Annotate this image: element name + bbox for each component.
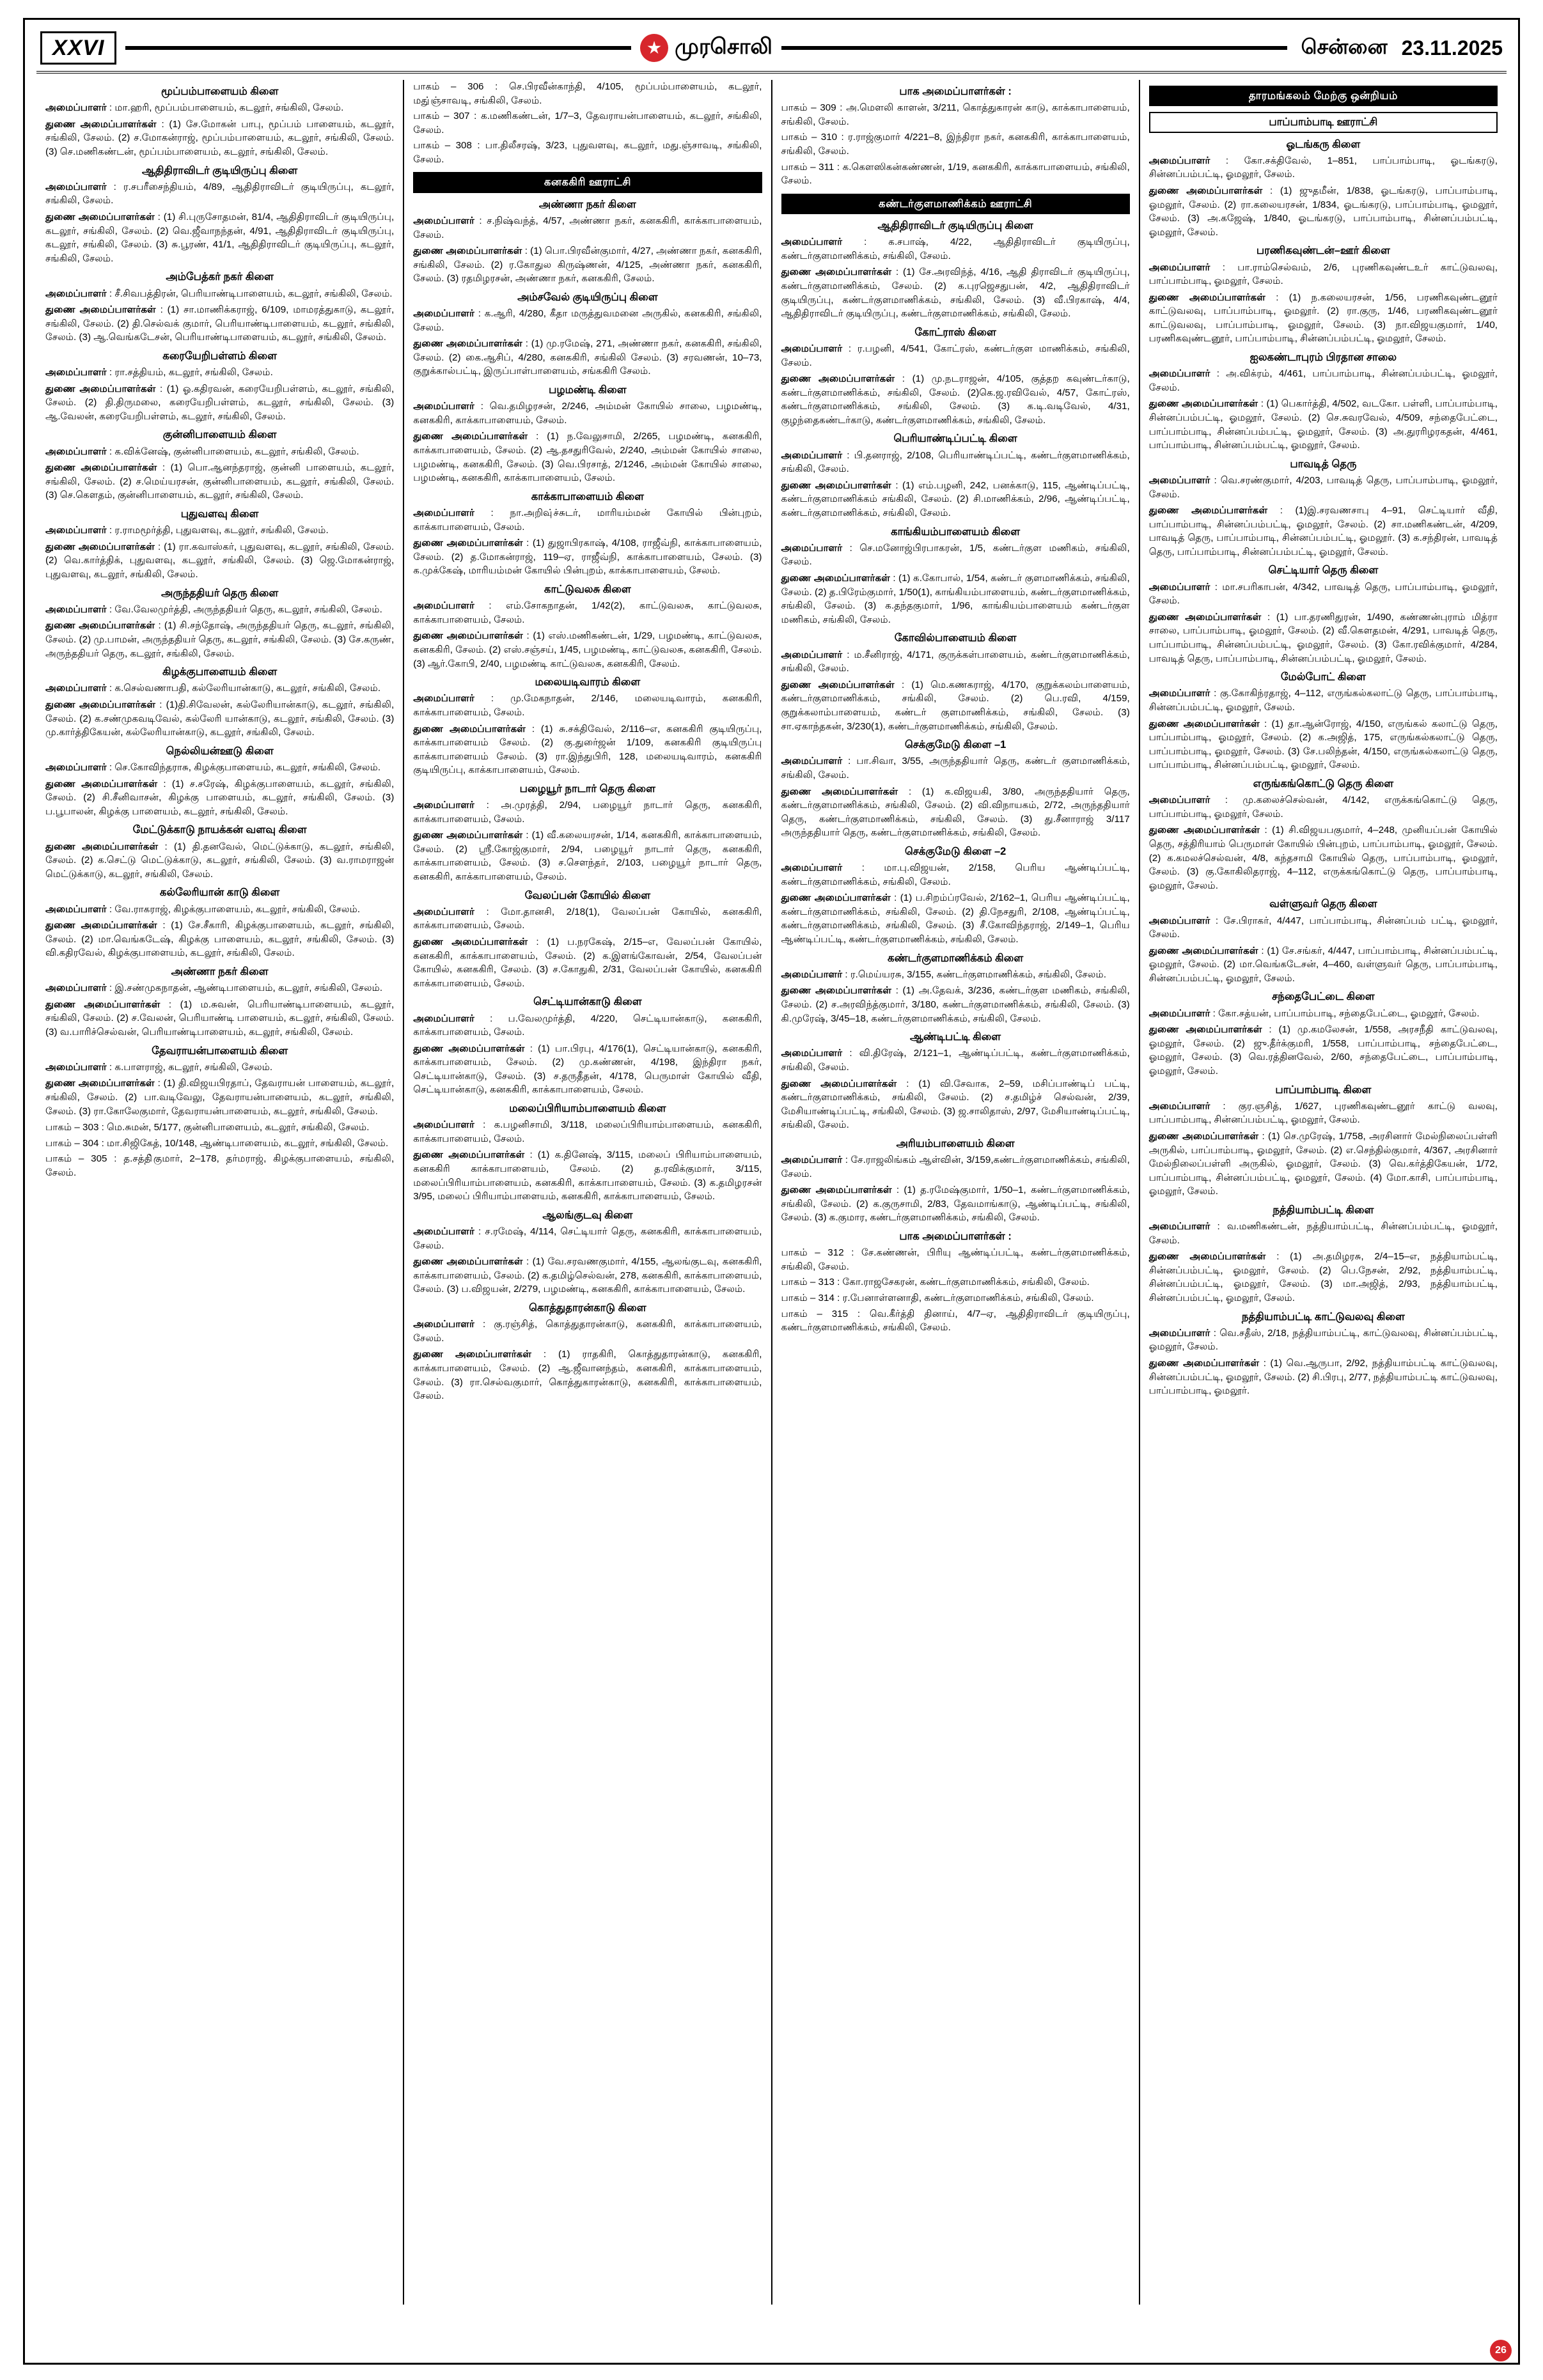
paragraph-label: அமைப்பாளர் [1148, 1100, 1223, 1112]
masthead-date: 23.11.2025 [1401, 36, 1503, 59]
paragraph-label: துணை அமைப்பாளர்கள் [45, 541, 158, 552]
section-heading: தாரமங்கலம் மேற்கு ஒன்றியம் [1149, 86, 1498, 106]
organiser-paragraph: அமைப்பாளர் : கு.ரஞ்சித், கொத்துதாரன்காடு, கனககிரி, காக்காபாளையம், சேலம். [413, 1319, 762, 1344]
organiser-paragraph: அமைப்பாளர் : வெ.சரண்குமார், 4/203, பாவடித் தெரு, பாப்பாம்பாடி, ஓமலூர், சேலம். [1148, 475, 1498, 500]
masthead [36, 29, 1507, 74]
organiser-paragraph: அமைப்பாளர் : க.சபாஷ், 4/22, ஆதிதிராவிடர் குடியிருப்பு, கண்டர்குளமாணிக்கம், சங்கிலி, சேலம். [781, 237, 1130, 261]
paragraph-label: அமைப்பாளர் [45, 446, 109, 457]
organiser-paragraph: அமைப்பாளர் : மா.ஹரி, மூப்பம்பாளையம், கடலூர், சங்கிலி, சேலம். [45, 102, 344, 114]
branch-heading: பழமண்டி கிளை [549, 384, 627, 396]
paragraph-label: அமைப்பாளர் [45, 367, 109, 378]
paragraph-label: துணை அமைப்பாளர்கள் [45, 920, 163, 931]
organiser-paragraph: துணை அமைப்பாளர்கள் : (1) சி.விஜயபகுமார், 4–248, முனியப்பன் கோயில் தெரு, சத்திரியாம் பெருமாள் கோயில் பின்புறம், பாப்பாம்பாடி, ஓமலூர், சேலம். (2) க.கமலச்செல்வன், 4/8, கந்தசாமி கோயில் தெரு, பாப்பாம்பாடி, ஓமலூர், சேலம். (3) கு.கோகிலிதராஜ், 4–112, எருக்கங்கொட்டு தெரு, பாப்பாம்பாடி, ஓமலூர், சேலம். [1148, 825, 1498, 891]
paragraph-label: துணை அமைப்பாளர்கள் [781, 479, 896, 491]
paragraph-label: அமைப்பாளர் [413, 800, 487, 811]
paragraph-label: அமைப்பாளர் [413, 508, 491, 519]
paragraph-label: துணை அமைப்பாளர்கள் [413, 830, 526, 841]
branch-heading: மேல்போட் கிளை [1280, 671, 1366, 683]
organiser-paragraph: துணை அமைப்பாளர்கள் : (1) மு.நடராஜன், 4/105, குத்தற கவுண்டர்காடு, கண்டர்குளமாணிக்கம், சங்கிலி, சேலம். (2)கெ.ஜ.ரவிவேல், 4/57, கோட்ரஸ், கண்டர்குளமாணிக்கம், சங்கிலி, சேலம். (3) க.டி.வடிவேல், 4/31, குழந்தைகண்டர்காடு, கண்டர்குளமாணிக்கம், சங்கிலி, சேலம். [781, 373, 1130, 426]
branch-heading: மூப்பம்பாளையம் கிளை [161, 86, 279, 97]
paragraph-label: துணை அமைப்பாளர்கள் [45, 383, 161, 394]
part-organiser-line: பாகம் – 305 : த.சத்தி்குமார், 2–178, தர்மராஜ், கிழக்குபாளையம், சங்கிலி, சேலம். [45, 1153, 395, 1178]
organiser-paragraph: அமைப்பாளர் : க.பாளராஜ், கடலூர், சங்கிலி, சேலம். [45, 1061, 273, 1073]
organiser-paragraph: துணை அமைப்பாளர்கள் : (1) அ.தமிழரசு, 2/4–15–எ, நத்தியாம்பட்டி, சின்னப்பம்பட்டி, ஓமலூர், சேலம். (2) பெ.நேசன், 2/92, நத்தியாம்பட்டி, சின்னப்பம்பட்டி, ஓமலூர், சேலம். (3) மா.அஜித், 2/93, நத்தியாம்பட்டி, சின்னப்பம்பட்டி, ஓமலூர், சேலம். [1148, 1251, 1498, 1304]
paragraph-label: அமைப்பாளர் [413, 600, 489, 612]
branch-heading: அம்பேத்கர் நகர் கிளை [166, 271, 274, 283]
branch-heading: மேட்டுக்காடு நாயக்கன் வளவு கிளை [132, 824, 307, 836]
organiser-paragraph: அமைப்பாளர் : மா.சபரிகாபன், 4/342, பாவடித் தெரு, பாப்பாம்பாடி, ஓமலூர், சேலம். [1148, 581, 1498, 607]
branch-heading: அம்சவேல் குடியிருப்பு கிளை [517, 291, 658, 303]
branch-heading: குன்னிபாளையம் கிளை [162, 429, 277, 441]
paragraph-label: துணை அமைப்பாளர்கள் [1148, 505, 1280, 517]
organiser-paragraph: அமைப்பாளர் : வே.ராகராஜ், கிழக்குபாளையம், கடலூர், சங்கிலி, சேலம். [45, 903, 361, 915]
paragraph-label: அமைப்பாளர் [781, 542, 850, 554]
paragraph-label: அமைப்பாளர் [413, 308, 478, 320]
branch-heading: மலைப்பிரியாம்பாளையம் கிளை [509, 1103, 666, 1115]
organiser-paragraph: அமைப்பாளர் : ரா.சத்தியம், கடலூர், சங்கிலி, சேலம். [45, 367, 273, 378]
branch-heading: கண்டர்குளமாணிக்கம் கிளை [888, 952, 1024, 964]
organiser-paragraph: துணை அமைப்பாளர்கள் : (1) சே.சங்கர், 4/447, பாப்பாம்பாடி, சின்னப்பம்பட்டி, ஓமலூர், சேலம். (2) மா.வெங்கடேசன், 4–460, வள்ளுவர் தெரு, பாப்பாம்பாடி, சின்னப்பம்பட்டி, ஓமலூர், சேலம். [1148, 945, 1498, 984]
organiser-paragraph: துணை அமைப்பாளர்கள் : (1) பா.தரணிதுரன், 1/490, கண்ணன்புராம் மித்ரா சாலை, பாப்பாம்பாடி, ஓமலூர், சேலம். (2) வீ.கௌதமன், 4/291, பாவடித் தெரு, பாப்பாம்பாடி, சின்னப்பம்பட்டி, ஓமலூர், சேலம். (3) கோ.ரவிக்குமார், 4/284, பாவடித் தெரு, பாப்பாம்பாடி, சின்னப்பம்பட்டி, ஓமலூர், சேலம். [1148, 611, 1498, 664]
paragraph-label: அமைப்பாளர் [413, 1119, 483, 1131]
organiser-paragraph: துணை அமைப்பாளர்கள் : (1) வே.சரவணகுமார், 4/155, ஆலங்குடவு, கனககிரி, காக்காபாளையம், சேலம். (2) க.தமிழ்செல்வன், 278, கனககிரி, காக்காபாளையம், சேலம். (3) ப.விஜயன், 2/279, பழமண்டி, கனககிரி, காக்காபாளையம், சேலம். [413, 1256, 762, 1295]
organiser-paragraph: அமைப்பாளர் : ம.சீனிராஜ், 4/171, குருக்கள்பாளையம், கண்டர்குளமாணிக்கம், சங்கிலி, சேலம். [781, 649, 1130, 674]
paragraph-label: துணை அமைப்பாளர்கள் [1148, 1024, 1269, 1036]
organiser-paragraph: அமைப்பாளர் : செ.கோவிந்தராசு, கிழக்குபாளையம், கடலூர், சங்கிலி, சேலம். [45, 762, 381, 774]
branch-heading: கல்லேரியான் காடு கிளை [159, 887, 280, 899]
part-organiser-line: பாகம் – 304 : மா.சிஜிகேத், 10/148, ஆண்டிபாளையம், கடலூர், சங்கிலி, சேலம். [45, 1137, 389, 1149]
text-column-2 [404, 80, 772, 2305]
paragraph-label: அமைப்பாளர் [45, 288, 109, 299]
branch-heading: பழையூர் நாடார் தெரு கிளை [519, 782, 656, 795]
paragraph-label: அமைப்பாளர் [1148, 688, 1214, 699]
paragraph-label: அமைப்பாளர் [45, 683, 109, 694]
paragraph-label: துணை அமைப்பாளர்கள் [1148, 398, 1261, 410]
paragraph-label: அமைப்பாளர் [1148, 1221, 1218, 1233]
organiser-paragraph: துணை அமைப்பாளர்கள் : (1) சே.சீகாரி, கிழக்குபாளையம், கடலூர், சங்கிலி, சேலம். (2) மா.வெங்கடேஷ், கிழக்கு பாளையம், கடலூர், சங்கிலி, சேலம். (3) வி.கதிரவேல், கிழக்குபாளையம், கடலூர், சங்கிலி, சேலம். [45, 920, 395, 959]
paragraph-label: துணை அமைப்பாளர்கள் [781, 573, 893, 584]
paragraph-label: அமைப்பாளர் [1148, 795, 1225, 806]
paragraph-label: அமைப்பாளர் [413, 906, 487, 917]
organiser-paragraph: துணை அமைப்பாளர்கள் : (1)தி.சிவேலன், கல்லேரியான்காடு, கடலூர், சங்கிலி, சேலம். (2) க.சண்முகவடிவேல், கல்லேரி யான்காடு, கடலூர், சங்கிலி, சேலம். (3) மு.கார்த்திகேயன், கல்லேரியான்காடு, கடலூர், சங்கிலி, சேலம். [45, 699, 395, 738]
organiser-paragraph: அமைப்பாளர் : க.பழனிசாமி, 3/118, மலைப்பிரியாம்பாளையம், கனககிரி, காக்காபாளையம், சேலம். [413, 1119, 762, 1144]
organiser-paragraph: அமைப்பாளர் : எம்.சோகநாதன், 1/42(2), காட்டுவலசு, காட்டுவலசு, காக்காபாளையம், சேலம். [413, 600, 762, 625]
paragraph-label: அமைப்பாளர் [781, 968, 845, 980]
part-organiser-line: பாகம் – 310 : ர.ராஜ்குமார் 4/221–8, இந்திரா நகர், கனககிரி, காக்காபாளையம், சங்கிலி, சேலம். [781, 132, 1130, 157]
organiser-paragraph: துணை அமைப்பாளர்கள் : (1) ம.சுவன், பெரியாண்டிபாளையம், கடலூர், சங்கிலி, சேலம். (2) ச.வேலன், பெரியாண்டி பாளையம், கடலூர், சங்கிலி, சேலம். (3) வ.பாரிச்செல்வன், பெரியாண்டிபாளையம், கடலூர், சங்கிலி, சேலம். [45, 999, 395, 1038]
organiser-paragraph: அமைப்பாளர் : மா.பு.விஜயன், 2/158, பெரிய ஆண்டிப்பட்டி, கண்டர்குளமாணிக்கம், சங்கிலி, சேலம். [781, 862, 1130, 887]
organiser-paragraph: துணை அமைப்பாளர்கள் : (1) மு.ரமேஷ், 271, அண்ணா நகர், கனககிரி, சங்கிலி, சேலம். (2) கை.ஆசிப், 4/280, கனககிரி, சங்கிலி சேலம். (3) சரவணன், 10–73, குறுக்கால்பட்டி, இருப்பாள்பாளையம், சங்ககிரி சேலம். [413, 338, 762, 377]
organiser-paragraph: துணை அமைப்பாளர்கள் : (1) க.விஜயகி, 3/80, அருந்ததியார் தெரு, கண்டர்குளமாணிக்கம், சங்கிலி, சேலம். (2) வி.விநாயகம், 2/72, அருந்ததியார் தெரு, கண்டர்குளமாணிக்கம், சங்கிலி, சேலம். (3) து.சீனாராஜ் 3/117 அருந்ததியார் தெரு, கண்டர்குளமாணிக்கம், சங்கிலி, சேலம். [781, 786, 1130, 839]
organiser-paragraph: அமைப்பாளர் : மோ.தானசி, 2/18(1), வேலப்பன் கோயில், கனககிரி, காக்காபாளையம், சேலம். [413, 906, 762, 931]
paragraph-label: அமைப்பாளர் [45, 903, 109, 915]
branch-heading: செட்டியார் தெரு கிளை [1268, 564, 1379, 577]
branch-heading: ஆதிதிராவிடர் குடியிருப்பு கிளை [877, 220, 1033, 231]
part-organiser-line: பாகம் – 312 : சே.கண்ணன், பிரியு ஆண்டிப்பட்டி, கண்டர்குளமாணிக்கம், சங்கிலி, சேலம். [781, 1247, 1130, 1272]
organiser-paragraph: அமைப்பாளர் : மு.மேகநாதன், 2/146, மலையடிவாரம், கனககிரி, காக்காபாளையம், சேலம். [413, 693, 762, 718]
text-column-4 [1140, 80, 1507, 2305]
branch-heading: பாப்பாம்பாடி கிளை [1275, 1084, 1372, 1096]
organiser-paragraph: துணை அமைப்பாளர்கள் : (1) ரா.கவாஸ்கர், புதுவளவு, கடலூர், சங்கிலி, சேலம். (2) வெ.கார்த்திக், புதுவளவு, கடலூர், சங்கிலி, சேலம். (3) ஜெ.மோகன்ராஜ், புதுவளவு, கடலூர், சங்கிலி, சேலம். [45, 541, 395, 580]
branch-heading: பாவடித் தெரு [1290, 458, 1357, 470]
branch-heading: அருந்ததியர் தெரு கிளை [161, 587, 279, 599]
section-heading: கண்டர்குளமாணிக்கம் ஊராட்சி [781, 194, 1130, 214]
organiser-paragraph: அமைப்பாளர் : ச.ரமேஷ், 4/114, செட்டியார் தெரு, கனககிரி, காக்காபாளையம், சேலம். [413, 1226, 762, 1251]
branch-heading: கோட்ராஸ் கிளை [914, 326, 996, 338]
masthead-rule-left [125, 46, 631, 50]
paragraph-label: அமைப்பாளர் [413, 215, 480, 226]
paragraph-label: துணை அமைப்பாளர்கள் [1148, 718, 1265, 729]
page-border [23, 18, 1520, 2365]
organiser-paragraph: துணை அமைப்பாளர்கள் : (1) சு.சக்திவேல், 2/116–எ, கனககிரி குடியிருப்பு, காக்காபாளையம் சேலம். (2) கு.துரை்ஜன் 1/109, கனககிரி குடியிருப்பு காக்காபாளையம் சேலம். (3) ரா.இந்துபிரி, 128, மலையடிவாரம், கனககிரி குடியிருப்பு, காக்காபாளையம், சேலம். [413, 723, 762, 776]
organiser-paragraph: அமைப்பாளர் : கோ.சக்திவேல், 1–851, பாப்பாம்பாடி, ஓடங்கரடு, சின்னப்பம்பட்டி, ஓமலூர், சேலம். [1148, 155, 1498, 180]
paragraph-label: அமைப்பாளர் [1148, 1327, 1214, 1339]
branch-heading: ஐலகண்டாபுரம் பிரதான சாலை [1249, 352, 1397, 363]
paragraph-label: துணை அமைப்பாளர்கள் [1148, 292, 1276, 303]
branch-heading: தேவராயன்பாளையம் கிளை [152, 1045, 288, 1057]
paragraph-label: அமைப்பாளர் [45, 983, 109, 994]
organiser-paragraph: துணை அமைப்பாளர்கள் : (1)இ.சரவணசாபு 4–91, செட்டியார் வீதி, பாப்பாம்பாடி, சின்னப்பம்பட்டி, ஓமலூர், சேலம். (2) சா.மணிகண்டன், 4/209, பாவடித் தெரு, பாப்பாம்பாடி, சின்னப்பம்பட்டி, ஓமலூர். (3) க.சந்திரன், பாவடித் தெரு, பாப்பாம்பாடி, சின்னப்பம்பட்டி, ஓமலூர், சேலம். [1148, 505, 1498, 557]
paragraph-label: துணை அமைப்பாளர்கள் [413, 723, 532, 735]
branch-heading: நத்தியாம்பட்டி கிளை [1273, 1204, 1374, 1216]
paragraph-label: அமைப்பாளர் [45, 102, 109, 114]
paragraph-label: துணை அமைப்பாளர்கள் [413, 936, 537, 947]
paragraph-label: துணை அமைப்பாளர்கள் [781, 373, 902, 385]
organiser-paragraph: துணை அமைப்பாளர்கள் : (1) சே.அரவிந்த், 4/16, ஆதி திராவிடர் குடியிருப்பு, கண்டர்குளமாணிக்கம், சேலம். (2) க.புரஜெசதுபன், 4/2, ஆதிதிராவிடர் குடியிருப்பு, கண்டர்குளமாணிக்கம், சங்கிலி, சேலம். (3) வீ.பிரகாஷ், 4/4, ஆதிதிராவிடர் குடியிருப்பு, கண்டர்குளமாணிக்கம், சங்கிலி, சேலம். [781, 267, 1130, 320]
organiser-paragraph: அமைப்பாளர் : ர.பழனி, 4/541, கோட்ரஸ், கண்டர்குள மாணிக்கம், சங்கிலி, சேலம். [781, 343, 1130, 368]
organiser-paragraph: அமைப்பாளர் : கு.கோகிந்ரதாஜ், 4–112, எருங்கல்கலாட்டு தெரு, பாப்பாம்பாடி, சின்னப்பம்பட்டி, ஓமலூர், சேலம். [1148, 688, 1498, 713]
organiser-paragraph: துணை அமைப்பாளர்கள் : (1) ந.வேலுசாமி, 2/265, பழமண்டி, கனககிரி, காக்காபாளையம், சேலம். (2) ஆ.தசதுரிவேல், 2/240, அம்மன் கோயில் சாலை, பழமண்டி, கனககிரி, சேலம். (3) வெ.பிரசாத், 2/1246, அம்மன் கோயில் சாலை, பழமண்டி, கனககிரி, காக்காபாளையம், சேலம். [413, 431, 762, 484]
branch-heading: வள்ளுவர் தெரு கிளை [1269, 898, 1377, 910]
branch-heading: கொத்துதாரன்காடு கிளை [529, 1302, 646, 1314]
paragraph-label: துணை அமைப்பாளர்கள் [45, 699, 160, 711]
paragraph-label: துணை அமைப்பாளர்கள் [45, 212, 158, 222]
organiser-paragraph: துணை அமைப்பாளர்கள் : (1) ச.சரேஷ், கிழக்குபாளையம், கடலூர், சங்கிலி, சேலம். (2) சி.சீனிவாசன், கிழக்கு பாளையம், கடலூர், சங்கிலி, சேலம். (3) ப.பூபாலன், கிழக்கு பாளையம், கடலூர், சங்கிலி, சேலம். [45, 778, 395, 817]
paragraph-label: துணை அமைப்பாளர்கள் [1148, 1251, 1277, 1263]
branch-heading: நத்தியாம்பட்டி காட்டுவலவு கிளை [1241, 1311, 1405, 1323]
paragraph-label: அமைப்பாளர் [781, 1048, 850, 1059]
part-organiser-line: பாகம் – 303 : மெ.சுமன், 5/177, குன்னிபாளையம், கடலூர், சங்கிலி, சேலம். [45, 1122, 370, 1133]
organiser-paragraph: துணை அமைப்பாளர்கள் : (1) எம்.பழனி, 242, பனக்காடு, 115, ஆண்டிப்பட்டி, கண்டர்குளமாணிக்கம் சங்கிலி, சேலம். (2) சி.மாணிக்கம், 2/96, ஆண்டிப்பட்டி, கண்டர்குளமாணிக்கம், சங்கிலி, சேலம். [781, 479, 1130, 519]
paragraph-label: அமைப்பாளர் [1148, 261, 1223, 273]
organiser-paragraph: அமைப்பாளர் : அ.விக்ரம், 4/461, பாப்பாம்பாடி, சின்னப்பம்பட்டி, ஓமலூர், சேலம். [1148, 368, 1498, 393]
paragraph-label: துணை அமைப்பாளர்கள் [413, 1149, 530, 1161]
branch-heading: பரணிகவுண்டன்–ஊர் கிளை [1256, 245, 1390, 257]
paragraph-label: துணை அமைப்பாளர்கள் [413, 630, 527, 642]
branch-heading: எருங்கங்கொட்டு தெரு கிளை [1253, 777, 1394, 789]
organiser-paragraph: அமைப்பாளர் : சே.பிராகர், 4/447, பாப்பாம்பாடி, சின்னப்பம் பட்டி, ஓமலூர், சேலம். [1148, 915, 1498, 940]
organiser-paragraph: அமைப்பாளர் : ர.மெய்யரசு, 3/155, கண்டர்குளமாணிக்கம், சங்கிலி, சேலம். [781, 968, 1106, 980]
part-organiser-line: பாகம் – 306 : செ.பிரவீன்காந்தி, 4/105, மூப்பம்பாளையம், கடலூர், மது்ஞ்சாவடி, சங்கிலி, சேலம். [413, 81, 762, 106]
paragraph-label: துணை அமைப்பாளர்கள் [413, 245, 525, 257]
paragraph-label: துணை அமைப்பாளர்கள் [781, 1185, 897, 1196]
organiser-paragraph: அமைப்பாளர் : ப.வேலமுர்த்தி, 4/220, செட்டியான்காடு, கனககிரி, காக்காபாளையம், சேலம். [413, 1013, 762, 1038]
branch-heading: கோவில்பாளையம் கிளை [894, 632, 1017, 644]
organiser-paragraph: துணை அமைப்பாளர்கள் : (1) ப.சிறம்ப்ரவேல், 2/162–1, பெரிய ஆண்டிப்பட்டி, கண்டர்குளமாணிக்கம், சங்கிலி, சேலம். (2) தி.நேசதுரி, 2/108, ஆண்டிப்பட்டி, கண்டர்குளமாணிக்கம், சங்கிலி, சேலம். (3) சீ.கோவிந்தராஜ், 2/149–1, பெரிய ஆண்டிப்பட்டி, கண்டர்குளமாணிக்கம், சங்கிலி, சேலம். [781, 892, 1130, 945]
paragraph-label: அமைப்பாளர் [45, 603, 109, 615]
paragraph-label: அமைப்பாளர் [781, 862, 862, 874]
branch-heading: காக்காபாளையம் கிளை [531, 490, 645, 502]
organiser-paragraph: துணை அமைப்பாளர்கள் : (1) க.தினேஷ், 3/115, மலைப் பிரியாம்பாளையம், கனககிரி காக்காபாளையம், சேலம். (2) த.ரவிக்குமார், 3/115, மலைப்பிரியாம்பாளையம், கனககிரி, காக்காபாளையம், சேலம். (3) க.தமிழரசன் 3/95, மலைப் பிரியாம்பாளையம், கனககிரி, காக்காபாளையம், சேலம். [413, 1149, 762, 1202]
paragraph-label: துணை அமைப்பாளர்கள் [45, 620, 159, 632]
branch-heading: அண்ணா நகர் கிளை [538, 198, 636, 210]
paragraph-label: துணை அமைப்பாளர்கள் [1148, 185, 1271, 196]
paragraph-label: அமைப்பாளர் [413, 693, 491, 704]
branch-heading: செக்குமேடு கிளை –2 [904, 845, 1006, 857]
paragraph-label: துணை அமைப்பாளர்கள் [413, 431, 537, 442]
organiser-paragraph: அமைப்பாளர் : ர.ராமமூர்த்தி, புதுவளவு, கடலூர், சங்கிலி, சேலம். [45, 525, 329, 536]
paragraph-label: அமைப்பாளர் [413, 401, 481, 412]
organiser-paragraph: அமைப்பாளர் : க.ஆரி, 4/280, கீதா மருத்துவமனை அருகில், கனககிரி, சங்கிலி, சேலம். [413, 308, 762, 333]
branch-heading: மலையடிவாரம் கிளை [535, 676, 641, 688]
organiser-paragraph: துணை அமைப்பாளர்கள் : (1) செ.முரேஷ், 1/758, அரசினார் மேல்நிலைப்பள்ளி அருகில், பாப்பாம்பாடி, ஓமலூர், சேலம். (2) எ.செந்தில்குமார், 4/367, அரசினார் மேல்நிலைப்பள்ளி அருகில், ஓமலூர், சேலம். (3) வெ.கர்த்திகேயன், 1/72, பாப்பாம்பாடி, சின்னப்பம்பட்டி, ஓமலூர், சேலம். (4) மோ.காசி, பாப்பாம்பாடி, ஓமலூர், சேலம். [1148, 1130, 1498, 1197]
branch-heading: காட்டுவலசு கிளை [544, 583, 631, 595]
organiser-paragraph: துணை அமைப்பாளர்கள் : (1) சா.மாணிக்கராஜ், 6/109, மாமரத்துகாடு, கடலூர், சங்கிலி, சேலம். (2) தி.செல்வக் குமார், பெரியாண்டிபாளையம், கடலூர், சங்கிலி, சேலம். (3) ஆ.வெங்கடேசன், பெரியாண்டிபாளையம், கடலூர், சங்கிலி, சேலம். [45, 304, 395, 343]
branch-heading: அண்ணா நகர் கிளை [171, 965, 269, 977]
paragraph-label: துணை அமைப்பாளர்கள் [45, 1078, 158, 1089]
organiser-paragraph: துணை அமைப்பாளர்கள் : (1) த.ரமேஷ்குமார், 1/50–1, கண்டர்குளமாணிக்கம், சங்கிலி, சேலம். (2) க.குருசாமி, 2/83, தேவமாங்காடு, ஆண்டிப்பட்டி, சங்கிலி, சேலம். (3) க.குமார, கண்டர்குளமாணிக்கம், சங்கிலி, சேலம். [781, 1185, 1130, 1224]
branch-heading: சந்தைபேட்டை கிளை [1272, 991, 1375, 1003]
organiser-paragraph: அமைப்பாளர் : வே.வேலமுர்த்தி, அருந்ததியர் தெரு, கடலூர், சங்கிலி, சேலம். [45, 603, 382, 615]
part-organiser-line: பாகம் – 308 : பா.திலீசரஷ், 3/23, புதுவளவு, கடலூர், மது.ஞ்சாவடி, சங்கிலி, சேலம். [413, 140, 762, 165]
organiser-paragraph: அமைப்பாளர் : பா.சிவா, 3/55, அருந்ததியார் தெரு, கண்டர் குளமாணிக்கம், சங்கிலி, சேலம். [781, 756, 1130, 781]
paragraph-label: துணை அமைப்பாளர்கள் [45, 999, 169, 1010]
paragraph-label: அமைப்பாளர் [1148, 368, 1217, 380]
branch-heading: பாக அமைப்பாளர்கள் : [899, 86, 1012, 97]
paragraph-label: துணை அமைப்பாளர்கள் [45, 462, 162, 474]
organiser-paragraph: அமைப்பாளர் : க.செல்வணாபதி, கல்லேரியான்காடு, கடலூர், சங்கிலி, சேலம். [45, 683, 381, 694]
organiser-paragraph: துணை அமைப்பாளர்கள் : (1) ஜுதமீன், 1/838, ஓடங்கரடு, பாப்பாம்பாடி, ஓமலூர், சேலம். (2) ரா.கலையரசன், 1/834, ஓடங்கரடு, பாப்பாம்பாடி, ஓமலூர், சேலம். (3) அ.கஜேஷ், 1/840, ஓடங்கரடு, பாப்பாம்பாடி, சின்னப்பம்பட்டி, ஓமலூர், சேலம். [1148, 185, 1498, 238]
organiser-paragraph: துணை அமைப்பாளர்கள் : (1) மு.கமலேசன், 1/558, அரசநீதி காட்டுவலவு, ஓமலூர், சேலம். (2) ஜு.தீர்க்குமரி, 1/558, பாப்பாம்பாடி, சந்தைபேட்டை, ஓமலூர், சேலம். (3) வெ.ரத்தினவேல், 2/60, சந்தைபேட்டை, பாப்பாம்பாடி, ஓமலூர், சேலம். [1148, 1024, 1498, 1077]
paragraph-label: துணை அமைப்பாளர்கள் [1148, 611, 1267, 623]
paragraph-label: துணை அமைப்பாளர்கள் [45, 118, 162, 130]
organiser-paragraph: அமைப்பாளர் : வ.மணிகண்டன், நத்தியாம்பட்டி, சின்னப்பம்பட்டி, ஓமலூர், சேலம். [1148, 1221, 1498, 1246]
page-number-badge: 26 [1490, 2340, 1512, 2361]
paragraph-label: துணை அமைப்பாளர்கள் [781, 679, 902, 690]
branch-heading: ஆதிதிராவிடர் குடியிருப்பு கிளை [142, 164, 298, 176]
paragraph-label: துணை அமைப்பாளர்கள் [1148, 1358, 1264, 1369]
branch-heading: பாக அமைப்பாளர்கள் : [899, 1231, 1012, 1243]
paragraph-label: துணை அமைப்பாளர்கள் [781, 267, 897, 278]
branch-heading: அரியம்பாளையம் கிளை [896, 1137, 1015, 1149]
organiser-paragraph: துணை அமைப்பாளர்கள் : (1) ப.நரகேஷ், 2/15–எ, வேலப்பன் கோயில், கனககிரி, காக்காபாளையம், சேலம். (2) க.இளங்கோவன், 2/54, வேலப்பன் கோயில், கனககிரி, சேலம். (3) ச.கோதுகி, 2/31, வேலப்பன் கோயில், கனககிரி காக்காபாளையம், சேலம். [413, 936, 762, 989]
paragraph-label: துணை அமைப்பாளர்கள் [413, 1043, 530, 1054]
paragraph-label: அமைப்பாளர் [413, 1226, 479, 1238]
organiser-paragraph: துணை அமைப்பாளர்கள் : (1) துஜாபிரகாஷ், 4/108, ராஜீவ்நி, காக்காபாளையம், சேலம். (2) த.மோகன்ராஜ், 119–ஏ, ராஜீவ்நி, காக்காபாளையம், சேலம். (3) க.முக்கேஷ், மாரியம்மன் கோயில் பின்புறம், காக்காபாளையம், சேலம். [413, 538, 762, 577]
branch-heading: காங்கியம்பாளையம் கிளை [891, 525, 1021, 538]
paragraph-label: துணை அமைப்பாளர்கள் [45, 841, 165, 852]
paragraph-label: அமைப்பாளர் [1148, 155, 1226, 166]
part-organiser-line: பாகம் – 307 : க.மணிகண்டன், 1/7–3, தேவராயன்பாளையம், கடலூர், சங்கிலி, சேலம். [413, 111, 762, 136]
star-emblem-icon [640, 34, 668, 62]
paragraph-label: துணை அமைப்பாளர்கள் [413, 338, 526, 350]
organiser-paragraph: அமைப்பாளர் : இ.சண்முகநாதன், ஆண்டிபாளையம், கடலூர், சங்கிலி, சேலம். [45, 983, 383, 994]
masthead-rule-right [781, 46, 1287, 50]
organiser-paragraph: அமைப்பாளர் : பி.தனராஜ், 2/108, பெரியாண்டிப்பட்டி, கண்டர்குளமாணிக்கம், சங்கிலி, சேலம். [781, 449, 1130, 475]
part-organiser-line: பாகம் – 309 : அ.மௌலி காளன், 3/211, கொத்துகாரன் காடு, காக்காபாளையம், சங்கிலி, சேலம். [781, 102, 1130, 127]
organiser-paragraph: அமைப்பாளர் : அ.முரத்தி, 2/94, பழையூர் நாடார் தெரு, கனககிரி, காக்காபாளையம், சேலம். [413, 800, 762, 825]
paragraph-label: அமைப்பாளர் [781, 1155, 845, 1166]
part-organiser-line: பாகம் – 315 : வெ.கீர்த்தி தினாய், 4/7–ஏ, ஆதிதிராவிடர் குடியிருப்பு, கண்டர்குளமாணிக்கம், சங்கிலி, சேலம். [781, 1308, 1130, 1334]
text-column-1 [36, 80, 404, 2305]
part-organiser-line: பாகம் – 311 : க.கௌஸிகன்கண்ணன், 1/19, கனககிரி, காக்காபாளையம், சங்கிலி, சேலம். [781, 161, 1130, 187]
organiser-paragraph: அமைப்பாளர் : வெ.தமிழரசன், 2/246, அம்மன் கோயில் சாலை, பழமண்டி, கனககிரி, காக்காபாளையம், சேலம். [413, 401, 762, 426]
branch-heading: ஆலங்குடவு கிளை [542, 1209, 633, 1221]
organiser-paragraph: அமைப்பாளர் : க.விக்னேஷ், குன்னிபாளையம், கடலூர், சங்கிலி, சேலம். [45, 446, 359, 457]
branch-heading: கிழக்குபாளையம் கிளை [162, 666, 278, 678]
organiser-paragraph: அமைப்பாளர் : கோ.சத்யன், பாப்பாம்பாடி, சந்தைபேட்டை, ஓமலூர், சேலம். [1148, 1007, 1480, 1019]
paragraph-label: அமைப்பாளர் [781, 343, 849, 354]
organiser-paragraph: துணை அமைப்பாளர்கள் : (1) வி.சேவாக, 2–59, மசிப்பாண்டிப் பட்டி, கண்டர்குளமாணிக்கம், சங்கிலி, சேலம். (2) ச.தமிழ்ச் செல்வன், 2/39, மேசியாண்டிப்பட்டி, சங்கிலி, சேலம். (3) ஜ.சாலிதாஸ், 2/97, மேசியாண்டிப்பட்டி, சங்கிலி, சேலம். [781, 1078, 1130, 1131]
column-container [36, 80, 1507, 2305]
organiser-paragraph: அமைப்பாளர் : குர.ஞசித், 1/627, புரணிகவுண்டனூர் காட்டு வலவு, பாப்பாம்பாடி, சின்னப்பம்பட்டி, ஓமலூர், சேலம். [1148, 1100, 1498, 1126]
branch-heading: செக்குமேடு கிளை –1 [904, 739, 1006, 751]
paragraph-label: துணை அமைப்பாளர்கள் [413, 1256, 526, 1268]
organiser-paragraph: அமைப்பாளர் : ர.சபரீசைந்தியம், 4/89, ஆதிதிராவிடர் குடியிருப்பு, கடலூர், சங்கிலி, சேலம். [45, 181, 395, 206]
branch-heading: நெல்லியன்ஊடு கிளை [166, 745, 274, 757]
organiser-paragraph: அமைப்பாளர் : நா.அறிவு்ச்சுடர், மாரியம்மன் கோயில் பின்புறம், காக்காபாளையம், சேலம். [413, 508, 762, 533]
organiser-paragraph: துணை அமைப்பாளர்கள் : (1) வீ.கலையரசன், 1/14, கனககிரி, காக்காபாளையம், சேலம். (2) ஸ்ரீ.கோஜ்குமார், 2/94, பழையூர் நாடார் தெரு, கனககிரி, காக்காபாளையம், சேலம். (3) ச.செளந்தர், 2/103, பழையூர் நாடார் தெரு, கனககிரி, காக்காபாளையம், சேலம். [413, 830, 762, 882]
paragraph-label: துணை அமைப்பாளர்கள் [1148, 945, 1262, 956]
paragraph-label: அமைப்பாளர் [781, 649, 847, 660]
masthead-city: சென்னை [1301, 35, 1388, 58]
paragraph-label: துணை அமைப்பாளர்கள் [413, 538, 527, 549]
paragraph-label: துணை அமைப்பாளர்கள் [781, 1078, 907, 1089]
organiser-paragraph: துணை அமைப்பாளர்கள் : (1) எஸ்.மணிகண்டன், 1/29, பழமண்டி, காட்டுவலசு, கனககிரி, சேலம். (2) எஸ்.சஞ்சய், 1/45, பழமண்டி, காட்டுவலசு, கனககிரி, சேலம். (3) ஆர்.கோபி, 2/40, பழமண்டி காட்டுவலசு, கனககிரி, சேலம். [413, 630, 762, 669]
organiser-paragraph: துணை அமைப்பாளர்கள் : (1) தி.விஜயபிரதாப், தேவராயன் பாளையம், கடலூர், சங்கிலி, சேலம். (2) பா.வடிவேலு, தேவராயன்பாளையம், கடலூர், சங்கிலி, சேலம். (3) ரா.கோலேகுமார், தேவராயன்பாளையம், கடலூர், சங்கிலி, சேலம். [45, 1078, 395, 1117]
organiser-paragraph: துணை அமைப்பாளர்கள் : (1) சி.புருசோதமன், 81/4, ஆதிதிராவிடர் குடியிருப்பு, கடலூர், சங்கிலி, சேலம். (2) வெ.ஜீவாநந்தன், 4/91, ஆதிதிராவிடர் குடியிருப்பு, கடலூர், சங்கிலி, சேலம். (3) சு.பூரண், 41/1, ஆதிதிராவிடர் குடியிருப்பு, கடலூர், சங்கிலி, சேலம். [45, 212, 395, 264]
paragraph-label: அமைப்பாளர் [1148, 475, 1214, 486]
organiser-paragraph: அமைப்பாளர் : சீ.சிவபத்திரன், பெரியாண்டிபாளையம், கடலூர், சங்கிலி, சேலம். [45, 288, 393, 299]
organiser-paragraph: துணை அமைப்பாளர்கள் : (1) சி.சந்தோஷ், அருந்ததியர் தெரு, கடலூர், சங்கிலி, சேலம். (2) மு.பாமன், அருந்ததியர் தெரு, கடலூர், சங்கிலி, சேலம். (3) சே.கருண், அருந்ததியர் தெரு, கடலூர், சங்கிலி, சேலம். [45, 620, 395, 659]
organiser-paragraph: அமைப்பாளர் : செ.மனோஜ்பிரபாகரன், 1/5, கண்டர்குள மணிகம், சங்கிலி, சேலம். [781, 542, 1130, 568]
organiser-paragraph: துணை அமைப்பாளர்கள் : (1) ராதகிரி, கொத்துதாரன்காடு, கனககிரி, காக்காபாளையம், சேலம். (2) ஆ.ஜீவானந்தம், கனககிரி, காக்காபாளையம், சேலம். (3) ரா.செல்வகுமார், கொத்துகாரன்காடு, கனககிரி, காக்காபாளையம், சேலம். [413, 1349, 762, 1402]
organiser-paragraph: அமைப்பாளர் : ச.நிஷ்வந்த், 4/57, அண்ணா நகர், கனககிரி, காக்காபாளையம், சேலம். [413, 215, 762, 240]
organiser-paragraph: துணை அமைப்பாளர்கள் : (1) பெகார்த்தி, 4/502, வடகோ. பள்ளி, பாப்பாம்பாடி, சின்னப்பம்பட்டி, ஓமலூர், சேலம். (2) செ.சுவரவேல், 4/509, சந்தைபேட்டை, பாப்பாம்பாடி, சின்னப்பம்பட்டி, ஓமலூர், சேலம். (3) அ.துரரிழரகதன், 4/461, பாப்பாம்பாடி, சின்னப்பம்பட்டி, ஓமலூர், சேலம். [1148, 398, 1498, 451]
paragraph-label: அமைப்பாளர் [781, 449, 847, 461]
organiser-paragraph: துணை அமைப்பாளர்கள் : (1) க.கோபால், 1/54, கண்டர் குளமாணிக்கம், சங்கிலி, சேலம். (2) த.பிரேம்குமார், 1/50(1), காங்கியம்பாளையம், கண்டர்குளமாணிக்கம், சங்கிலி, சேலம். (3) க.தந்தகுமார், 1/96, காங்கியம்பாளையம் கண்டர்குள மணிகம், சங்கிலி, சேலம். [781, 573, 1130, 625]
paragraph-label: துணை அமைப்பாளர்கள் [45, 304, 161, 316]
text-column-3 [772, 80, 1140, 2305]
branch-heading: புதுவளவு கிளை [180, 508, 259, 520]
section-heading: கனககிரி ஊராட்சி [413, 172, 762, 192]
paragraph-label: அமைப்பாளர் [781, 756, 849, 767]
paragraph-label: துணை அமைப்பாளர்கள் [781, 892, 895, 904]
masthead-brand [640, 34, 772, 62]
paragraph-label: அமைப்பாளர் [45, 762, 109, 774]
paragraph-label: துணை அமைப்பாளர்கள் [1148, 825, 1265, 836]
branch-heading: வேலப்பன் கோயில் கிளை [524, 889, 651, 901]
organiser-paragraph: துணை அமைப்பாளர்கள் : (1) மெ.கணகராஜ், 4/170, குறுக்கலம்பாளையம், கண்டர்குளமாணிக்கம், சங்கிலி, சேலம். (2) பெ.ரவி, 4/159, குறுக்கலாம்பாளையம், கண்டர் குளமாணிக்கம், சங்கிலி, சேலம். (3) சா.ஏகாந்தகன், 3/230(1), கண்டர்குளமாணிக்கம், சங்கிலி, சேலம். [781, 679, 1130, 732]
branch-heading: ஆண்டிபட்டி கிளை [910, 1031, 1001, 1043]
paragraph-label: துணை அமைப்பாளர்கள் [1148, 1130, 1262, 1142]
paragraph-label: அமைப்பாளர் [45, 181, 114, 192]
paragraph-label: அமைப்பாளர் [781, 237, 865, 248]
paragraph-label: அமைப்பாளர் [45, 1061, 109, 1073]
section-heading: பாப்பாம்பாடி ஊராட்சி [1149, 112, 1498, 132]
paragraph-label: அமைப்பாளர் [413, 1013, 490, 1024]
paragraph-label: அமைப்பாளர் [1148, 1007, 1213, 1019]
organiser-paragraph: துணை அமைப்பாளர்கள் : (1) அ.தேவக், 3/236, கண்டர்குள மணிகம், சங்கிலி, சேலம். (2) ச.அரவிந்த்குமார், 3/180, கண்டர்குளமாணிக்கம், சங்கிலி, சேலம். (3) கி.முரேஷ், 3/45–18, கண்டர்குளமாணிக்கம், சங்கிலி, சேலம். [781, 985, 1130, 1024]
organiser-paragraph: துணை அமைப்பாளர்கள் : (1) பொ.ஆனந்தராஜ், குன்னி பாளையம், கடலூர், சங்கிலி, சேலம். (2) ச.மெய்யரசன், குன்னிபாளையம், கடலூர், சங்கிலி, சேலம். (3) செ.கௌதம், குன்னிபாளையம், கடலூர், சங்கிலி, சேலம். [45, 462, 395, 501]
branch-heading: பெரியாண்டிப்பட்டி கிளை [893, 433, 1017, 445]
organiser-paragraph: அமைப்பாளர் : மு.கலைச்செல்வன், 4/142, எருக்கங்கொட்டு தெரு, பாப்பாம்பாடி, ஓமலூர், சேலம். [1148, 795, 1498, 820]
organiser-paragraph: துணை அமைப்பாளர்கள் : (1) பா.பிரபு, 4/176(1), செட்டியான்காடு, கனககிரி, காக்காபாளையம், சேலம். (2) மு.கண்ணன், 4/198, இந்திரா நகர், செட்டியான்காடு, சேலம். (3) ச.தருதீதன், 4/178, பெருமாள் கோயில் வீதி, செட்டியான்காடு, கனககிரி, காக்காபாளையம், சேலம். [413, 1043, 762, 1096]
paragraph-label: துணை அமைப்பாளர்கள் [781, 786, 909, 797]
brand-name: முரசொலி [675, 34, 773, 59]
branch-heading: செட்டியான்காடு கிளை [533, 996, 642, 1008]
part-organiser-line: பாகம் – 313 : கோ.ராஜசேகரன், கண்டர்குளமாணிக்கம், சங்கிலி, சேலம். [781, 1277, 1090, 1288]
organiser-paragraph: துணை அமைப்பாளர்கள் : (1) சே.மோகன் பாபு, மூப்பம் பாளையம், கடலூர், சங்கிலி, சேலம். (2) ச.மோகன்ராஜ், மூப்பம்பாளையம், கடலூர், சங்கிலி, சேலம். (3) செ.மணிகண்டன், மூப்பம்பாளையம், கடலூர், சங்கிலி, சேலம். [45, 118, 395, 157]
folio-number: XXVI [40, 31, 116, 65]
part-organiser-line: பாகம் – 314 : ர.பேனாள்ளனாதி, கண்டர்குளமாணிக்கம், சங்கிலி, சேலம். [781, 1293, 1094, 1304]
organiser-paragraph: அமைப்பாளர் : வி.திரேஷ், 2/121–1, ஆண்டிப்பட்டி, கண்டர்குளமாணிக்கம், சங்கிலி, சேலம். [781, 1048, 1130, 1073]
paragraph-label: துணை அமைப்பாளர்கள் [45, 778, 164, 789]
organiser-paragraph: அமைப்பாளர் : வெ.சதீஸ், 2/18, நத்தியாம்பட்டி, காட்டுவலவு, சின்னப்பம்பட்டி, ஓமலூர், சேலம். [1148, 1327, 1498, 1353]
paragraph-label: அமைப்பாளர் [413, 1319, 483, 1330]
paragraph-label: துணை அமைப்பாளர்கள் [781, 985, 896, 997]
organiser-paragraph: துணை அமைப்பாளர்கள் : (1) ஓ.கதிரவன், கரையேறிபள்ளம், கடலூர், சங்கிலி, சேலம். (2) தி.திருமலை, கரையேறிபள்ளம், கடலூர், சங்கிலி, சேலம். (3) ஆ.வேலன், கரையேறிபள்ளம், கடலூர், சங்கிலி, சேலம். [45, 383, 395, 422]
paragraph-label: அமைப்பாளர் [1148, 581, 1215, 593]
organiser-paragraph: துணை அமைப்பாளர்கள் : (1) ந.கலையரசன், 1/56, பரணிகவுண்டனூர் காட்டுவலவு, பாப்பாம்பாடி, ஓமலூர். (2) ரா.குரு, 1/46, பரணிகவுண்டனூர் காட்டுவலவு, பாப்பாம்பாடி, ஓமலூர், சேலம். (3) நா.விஜயகுமார், 1/40, பரணிகவுண்டனூர், பாப்பாம்பாடி, சின்னப்பம்பட்டி, ஓமலூர், சேலம். [1148, 292, 1498, 345]
branch-heading: கரையேறிபள்ளம் கிளை [162, 350, 277, 362]
organiser-paragraph: துணை அமைப்பாளர்கள் : (1) வெ.ஆருபா, 2/92, நத்தியாம்பட்டி காட்டுவலவு, சின்னப்பம்பட்டி, ஓமலூர், சேலம். (2) சி.பிரபு, 2/77, நத்தியாம்பட்டி காட்டுவலவு, பாப்பாம்பாடி, ஓமலூர். [1148, 1358, 1498, 1397]
paragraph-label: துணை அமைப்பாளர்கள் [413, 1349, 544, 1360]
branch-heading: ஓடங்கரு கிளை [1286, 138, 1361, 150]
organiser-paragraph: அமைப்பாளர் : பா.ராம்செல்வம், 2/6, புரணிகவுண்டஉர் காட்டுவலவு, பாப்பாம்பாடி, ஓமலூர், சேலம். [1148, 261, 1498, 287]
organiser-paragraph: துணை அமைப்பாளர்கள் : (1) தா.ஆன்ரோஜ், 4/150, எருங்கல் கலாட்டு தெரு, பாப்பாம்பாடி, ஓமலூர், சேலம். (2) க.அஜித், 175, எருங்கல்கலாட்டு தெரு, பாப்பாம்பாடி, ஓமலூர், சேலம். (3) சே.பலிந்தன், 4/150, எருங்கல்கலாட்டு தெரு, பாப்பாம்பாடி, சின்னப்பம்பட்டி, ஓமலூர், சேலம். [1148, 718, 1498, 771]
organiser-paragraph: துணை அமைப்பாளர்கள் : (1) தி.தனவேல், மெட்டுக்காடு, கடலூர், சங்கிலி, சேலம். (2) க.செட்டு மெட்டுக்காடு, கடலூர், சங்கிலி, சேலம். (3) வ.ராமராஜன் மெட்டுக்காடு, கடலூர், சங்கிலி, சேலம். [45, 841, 395, 880]
paragraph-label: அமைப்பாளர் [1148, 915, 1216, 926]
paragraph-label: அமைப்பாளர் [45, 525, 109, 536]
organiser-paragraph: துணை அமைப்பாளர்கள் : (1) பொ.பிரவீன்குமார், 4/27, அண்ணா நகர், கனககிரி, சங்கிலி, சேலம். (2) ர.கோதுல கிருஷ்ணன், 4/125, அண்ணா நகர், கனககிரி, சேலம். (3) ரதமிழரசன், அண்ணா நகர், கனககிரி, சேலம். [413, 245, 762, 284]
organiser-paragraph: அமைப்பாளர் : சே.ராஜலிங்கம் ஆள்வின், 3/159,கண்டர்குளமாணிக்கம், சங்கிலி, சேலம். [781, 1155, 1130, 1179]
